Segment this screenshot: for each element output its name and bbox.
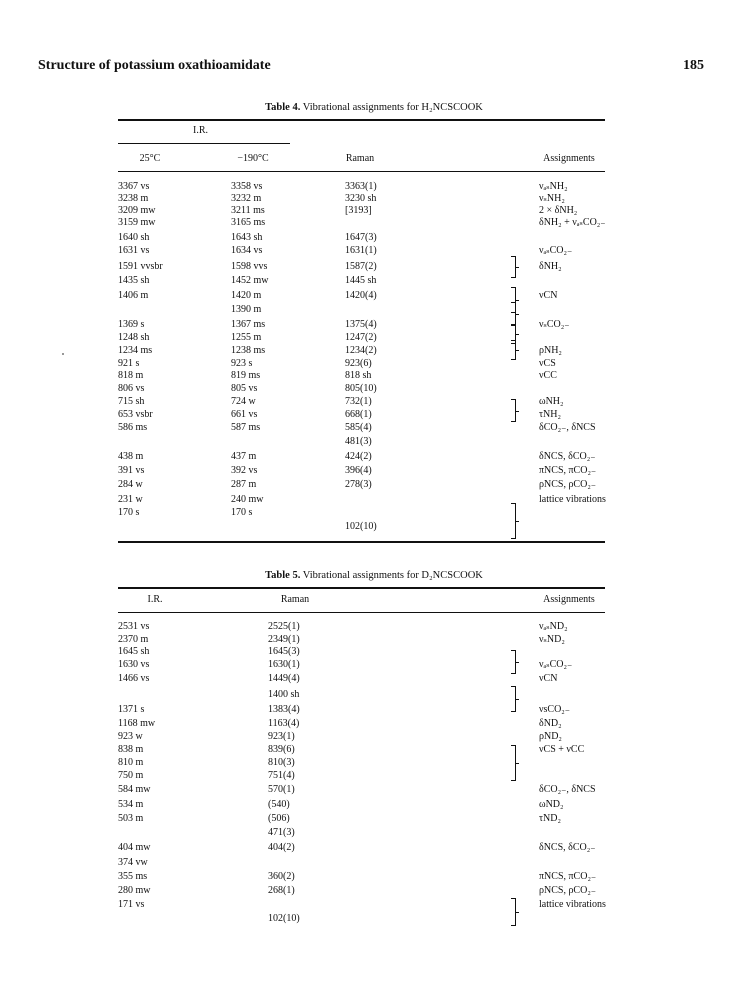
table5-cell: 923(1): [268, 731, 295, 742]
running-header: [38, 58, 704, 78]
table4-cell: 1420 m: [231, 290, 262, 301]
table5-col-header: I.R.: [147, 594, 163, 605]
table4-cell: 724 w: [231, 396, 256, 407]
table4-cell: 1248 sh: [118, 332, 150, 343]
table4-cell: 1420(4): [345, 290, 377, 301]
table4-cell: 1598 vvs: [231, 261, 268, 272]
table4-caption-label: Table 4.: [265, 102, 301, 113]
table5-cell: 1383(4): [268, 704, 300, 715]
table5-cell: 923 w: [118, 731, 143, 742]
table5-cell: 751(4): [268, 770, 295, 781]
table4-cell: νₐₛNH₂: [539, 181, 568, 192]
table4-caption-text: Vibrational assignments for H₂NCSCOOK: [302, 102, 483, 113]
table4-cell: 102(10): [345, 521, 377, 532]
table5-caption-text: Vibrational assignments for D₂NCSCOOK: [302, 570, 483, 581]
scan-speck: [62, 353, 64, 355]
running-title: Structure of potassium oxathioamidate: [38, 58, 271, 73]
table5-cell: 839(6): [268, 744, 295, 755]
table5-cell: 404(2): [268, 842, 295, 853]
table5-cell: δNCS, δCO₂₋: [539, 842, 596, 853]
table4-cell: 1643 sh: [231, 232, 263, 243]
table4-cell: 392 vs: [231, 465, 258, 476]
table5-cell: 171 vs: [118, 899, 145, 910]
table4-col-header: 25°C: [139, 153, 161, 164]
table4-cell: 391 vs: [118, 465, 145, 476]
table5-cell: δCO₂₋, δNCS: [539, 784, 596, 795]
table4-bracket: [511, 340, 516, 360]
table4-cell: 3238 m: [118, 193, 149, 204]
table4-cell: 396(4): [345, 465, 372, 476]
table4-cell: 1234 ms: [118, 345, 153, 356]
table4-cell: 424(2): [345, 451, 372, 462]
table5-bracket: [511, 650, 516, 674]
table4-cell: 1390 m: [231, 304, 262, 315]
table5-cell: 1449(4): [268, 673, 300, 684]
table4-header-rule: [118, 171, 605, 172]
table5-cell: 570(1): [268, 784, 295, 795]
page-number: 185: [683, 58, 704, 73]
table4-cell: 1591 vvsbr: [118, 261, 163, 272]
table4-cell: 240 mw: [231, 494, 264, 505]
table4-cell: 1640 sh: [118, 232, 150, 243]
table4-cell: 1255 m: [231, 332, 262, 343]
table5-cell: 471(3): [268, 827, 295, 838]
table5-cell: τND₂: [539, 813, 561, 824]
table5-cell: 2349(1): [268, 634, 300, 645]
table5-top-rule: [118, 587, 605, 589]
table4-bottom-rule: [118, 541, 605, 543]
table4-cell: 653 vsbr: [118, 409, 153, 420]
table5-caption: [0, 570, 748, 581]
table5-bracket: [511, 745, 516, 781]
table4-cell: δCO₂₋, δNCS: [539, 422, 596, 433]
table4-cell: 715 sh: [118, 396, 145, 407]
table4-cell: 170 s: [231, 507, 253, 518]
table4-cell: 170 s: [118, 507, 140, 518]
table5-cell: (506): [268, 813, 290, 824]
table4-cell: 1445 sh: [345, 275, 377, 286]
table4-col-header: −190°C: [237, 153, 269, 164]
table5-cell: 1371 s: [118, 704, 145, 715]
table4-cell: 668(1): [345, 409, 372, 420]
table4-cell: 923 s: [231, 358, 253, 369]
table4-cell: 819 ms: [231, 370, 261, 381]
table5-cell: 2531 vs: [118, 621, 150, 632]
table4-cell: 1452 mw: [231, 275, 269, 286]
table5-cell: 2370 m: [118, 634, 149, 645]
table5-header-rule: [118, 612, 605, 613]
table5-cell: 268(1): [268, 885, 295, 896]
table5-cell: 404 mw: [118, 842, 151, 853]
table4-bracket: [511, 256, 516, 278]
table4-group-header: I.R.: [193, 125, 208, 136]
table4-cell: νₛNH₂: [539, 193, 565, 204]
table4-bracket: [511, 302, 516, 326]
table4-cell: 585(4): [345, 422, 372, 433]
table4-cell: 661 vs: [231, 409, 258, 420]
table5-cell: 838 m: [118, 744, 144, 755]
table5-cell: 810 m: [118, 757, 144, 768]
table4-cell: νCS: [539, 358, 556, 369]
table5-cell: 102(10): [268, 913, 300, 924]
table5-cell: 810(3): [268, 757, 295, 768]
table4-cell: 3367 vs: [118, 181, 150, 192]
table4-cell: 1375(4): [345, 319, 377, 330]
table4-cell: ρNCS, ρCO₂₋: [539, 479, 597, 490]
table5-cell: 1466 vs: [118, 673, 150, 684]
table4-cell: 1247(2): [345, 332, 377, 343]
table4-cell: νCN: [539, 290, 558, 301]
table4-cell: 1634 vs: [231, 245, 263, 256]
table5-col-header: Raman: [280, 594, 310, 605]
table4-bracket: [511, 399, 516, 422]
table4-cell: 3209 mw: [118, 205, 156, 216]
table5-cell: 750 m: [118, 770, 144, 781]
table4-cell: ωNH₂: [539, 396, 564, 407]
table5-cell: νCN: [539, 673, 558, 684]
table4-cell: νₐₛCO₂₋: [539, 245, 573, 256]
table5-cell: 584 mw: [118, 784, 151, 795]
table4-cell: 278(3): [345, 479, 372, 490]
table5-cell: νCS + νCC: [539, 744, 585, 755]
table4-cell: 2 × δNH₂: [539, 205, 578, 216]
table4-cell: 805 vs: [231, 383, 258, 394]
table4-cell: 923(6): [345, 358, 372, 369]
table5-cell: 1163(4): [268, 718, 300, 729]
table5-col-header: Assignments: [543, 594, 595, 605]
table4-cell: πNCS, πCO₂₋: [539, 465, 597, 476]
table4-cell: δNH₂ + νₐₛCO₂₋: [539, 217, 606, 228]
table5-cell: ρND₂: [539, 731, 562, 742]
table4-cell: 1587(2): [345, 261, 377, 272]
table5-caption-label: Table 5.: [265, 570, 301, 581]
table5-cell: 374 vw: [118, 857, 148, 868]
table4-cell: 3211 ms: [231, 205, 265, 216]
table5-cell: 534 m: [118, 799, 144, 810]
table5-cell: 1630(1): [268, 659, 300, 670]
table5-cell: 280 mw: [118, 885, 151, 896]
table4-cell: 287 m: [231, 479, 257, 490]
table4-cell: 587 ms: [231, 422, 261, 433]
table4-cell: 438 m: [118, 451, 144, 462]
table4-cell: 1238 ms: [231, 345, 266, 356]
table4-top-rule: [118, 119, 605, 121]
table5-cell: 1630 vs: [118, 659, 150, 670]
table4-cell: 3358 vs: [231, 181, 263, 192]
table4-cell: lattice vibrations: [539, 494, 606, 505]
table5-cell: νₛND₂: [539, 634, 565, 645]
table4-cell: 805(10): [345, 383, 377, 394]
table5-bracket: [511, 686, 516, 712]
table4-cell: 732(1): [345, 396, 372, 407]
table4-cell: 3230 sh: [345, 193, 377, 204]
table4-cell: 1435 sh: [118, 275, 150, 286]
table5-cell: νₐₛCO₂₋: [539, 659, 573, 670]
table4-cell: 1406 m: [118, 290, 149, 301]
table4-col-header: Assignments: [543, 153, 595, 164]
table5-cell: 1168 mw: [118, 718, 156, 729]
table4-cell: δNH₂: [539, 261, 562, 272]
table4-cell: 3159 mw: [118, 217, 156, 228]
table4-cell: 3232 m: [231, 193, 262, 204]
table4-col-header: Raman: [345, 153, 375, 164]
table5-cell: 355 ms: [118, 871, 148, 882]
table4-cell: 1631 vs: [118, 245, 150, 256]
table4-bracket: [511, 503, 516, 539]
table5-cell: 1400 sh: [268, 689, 300, 700]
table4-cell: 437 m: [231, 451, 257, 462]
table4-cell: 1367 ms: [231, 319, 266, 330]
table4-cell: 1631(1): [345, 245, 377, 256]
table4-cell: 3363(1): [345, 181, 377, 192]
table5-cell: ρNCS, ρCO₂₋: [539, 885, 597, 896]
table5-cell: πNCS, πCO₂₋: [539, 871, 597, 882]
table4-cell: νCC: [539, 370, 557, 381]
table5-cell: νₐₛND₂: [539, 621, 568, 632]
table4-cell: 3165 ms: [231, 217, 266, 228]
table5-cell: νsCO₂₋: [539, 704, 571, 715]
table4-cell: 806 vs: [118, 383, 145, 394]
table4-cell: 586 ms: [118, 422, 148, 433]
table5-cell: 360(2): [268, 871, 295, 882]
table5-cell: (540): [268, 799, 290, 810]
table4-cell: 1234(2): [345, 345, 377, 356]
table4-cell: τNH₂: [539, 409, 561, 420]
table5-cell: 2525(1): [268, 621, 300, 632]
table4-cell: 231 w: [118, 494, 143, 505]
table4-caption: [0, 102, 748, 113]
table5-cell: lattice vibrations: [539, 899, 606, 910]
table4-group-rule: [118, 143, 290, 144]
table5-cell: 1645(3): [268, 646, 300, 657]
table4-cell: [3193]: [345, 205, 372, 216]
table4-cell: 481(3): [345, 436, 372, 447]
table4-cell: 818 sh: [345, 370, 372, 381]
table4-cell: 284 w: [118, 479, 143, 490]
table5-cell: δND₂: [539, 718, 562, 729]
table5-cell: ωND₂: [539, 799, 564, 810]
table4-cell: 1369 s: [118, 319, 145, 330]
table5-cell: 503 m: [118, 813, 144, 824]
table4-cell: 921 s: [118, 358, 140, 369]
table4-cell: 818 m: [118, 370, 144, 381]
table5-cell: 1645 sh: [118, 646, 150, 657]
table4-cell: νₛCO₂₋: [539, 319, 570, 330]
table4-cell: δNCS, δCO₂₋: [539, 451, 596, 462]
table5-bracket: [511, 898, 516, 926]
table4-cell: ρNH₂: [539, 345, 562, 356]
table4-cell: 1647(3): [345, 232, 377, 243]
